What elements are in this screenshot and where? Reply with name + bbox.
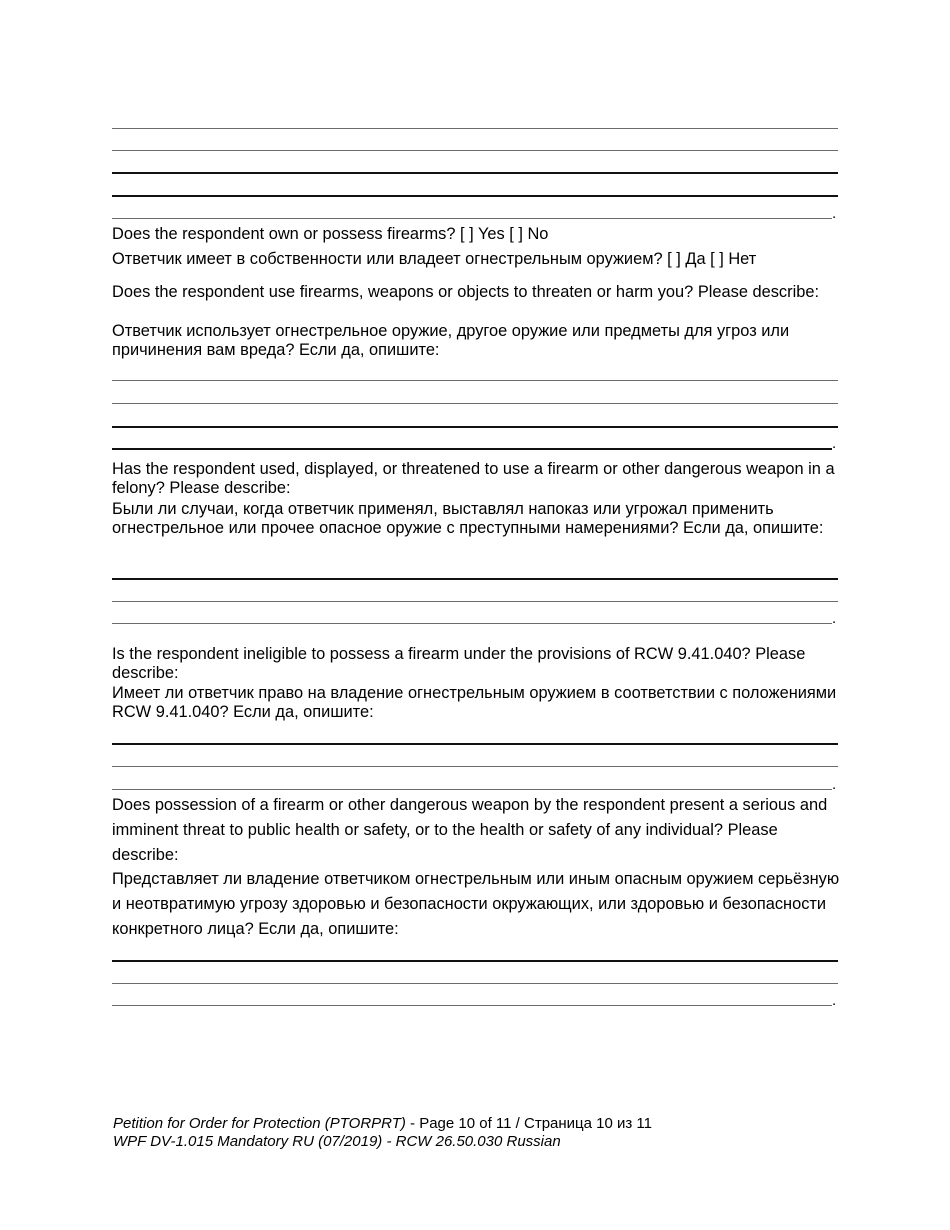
serious-threat-question-en: Does possession of a firearm or other dangerous weapon by the respondent present a serious and imminent threat to public health or safety, or to the health or safety of any individual? Please describe: bbox=[112, 796, 828, 864]
line-end-period: . bbox=[832, 776, 837, 793]
firearms-own-question-en: Does the respondent own or possess firearms? [ ] Yes [ ] No bbox=[112, 225, 549, 243]
page-footer bbox=[113, 1115, 652, 1151]
footer-form-code: WPF DV-1.015 Mandatory RU (07/2019) - RCW 26.50.030 Russian bbox=[113, 1133, 561, 1150]
threaten-harm-question-en: Does the respondent use firearms, weapons or objects to threaten or harm you? Please describe: bbox=[112, 283, 820, 301]
footer-page-info: - Page 10 of 11 / Страница 10 из 11 bbox=[405, 1115, 653, 1132]
answer-line[interactable] bbox=[112, 789, 832, 790]
serious-threat-question-ru: Представляет ли владение ответчиком огнестрельным или иным опасным оружием серьёзную и неотвратимую угрозу здоровью и безопасности окружающих, или здоровью и безопасности конкретного лица? Если да, опишите: bbox=[112, 870, 840, 938]
answer-line[interactable] bbox=[112, 601, 838, 602]
answer-line[interactable] bbox=[112, 743, 838, 745]
felony-use-question-en: Has the respondent used, displayed, or threatened to use a firearm or other dangerous weapon in a felony? Please describe: bbox=[112, 460, 835, 497]
answer-line[interactable] bbox=[112, 623, 832, 624]
answer-line[interactable] bbox=[112, 578, 838, 580]
answer-line[interactable] bbox=[112, 448, 832, 450]
answer-line[interactable] bbox=[112, 380, 838, 381]
line-end-period: . bbox=[832, 205, 837, 222]
footer-line-1 bbox=[113, 1115, 652, 1133]
answer-line[interactable] bbox=[112, 172, 838, 174]
line-end-period: . bbox=[832, 435, 837, 452]
ineligible-question-ru: Имеет ли ответчик право на владение огнестрельным оружием в соответствии с положениями RCW 9.41.040? Если да, опишите: bbox=[112, 684, 837, 721]
threaten-harm-question-ru: Ответчик использует огнестрельное оружие, другое оружие или предметы для угроз или причинения вам вреда? Если да, опишите: bbox=[112, 322, 790, 359]
answer-line[interactable] bbox=[112, 983, 838, 984]
felony-use-question-ru: Были ли случаи, когда ответчик применял, выставлял напоказ или угрожал применить огнестрельное или прочее опасное оружие с преступными намерениями? Если да, опишите: bbox=[112, 500, 824, 537]
answer-line[interactable] bbox=[112, 766, 838, 767]
answer-line[interactable] bbox=[112, 128, 838, 129]
answer-line[interactable] bbox=[112, 195, 838, 197]
answer-line[interactable] bbox=[112, 150, 838, 151]
answer-line[interactable] bbox=[112, 403, 838, 404]
answer-line[interactable] bbox=[112, 218, 832, 219]
answer-line[interactable] bbox=[112, 960, 838, 962]
line-end-period: . bbox=[832, 992, 837, 1009]
answer-line[interactable] bbox=[112, 1005, 832, 1006]
ineligible-question-en: Is the respondent ineligible to possess a firearm under the provisions of RCW 9.41.040? Please describe: bbox=[112, 645, 806, 682]
line-end-period: . bbox=[832, 610, 837, 627]
firearms-own-question-ru: Ответчик имеет в собственности или владеет огнестрельным оружием? [ ] Да [ ] Нет bbox=[112, 250, 757, 268]
answer-line[interactable] bbox=[112, 426, 838, 428]
footer-form-title: Petition for Order for Protection (PTORPRT) bbox=[113, 1115, 406, 1132]
